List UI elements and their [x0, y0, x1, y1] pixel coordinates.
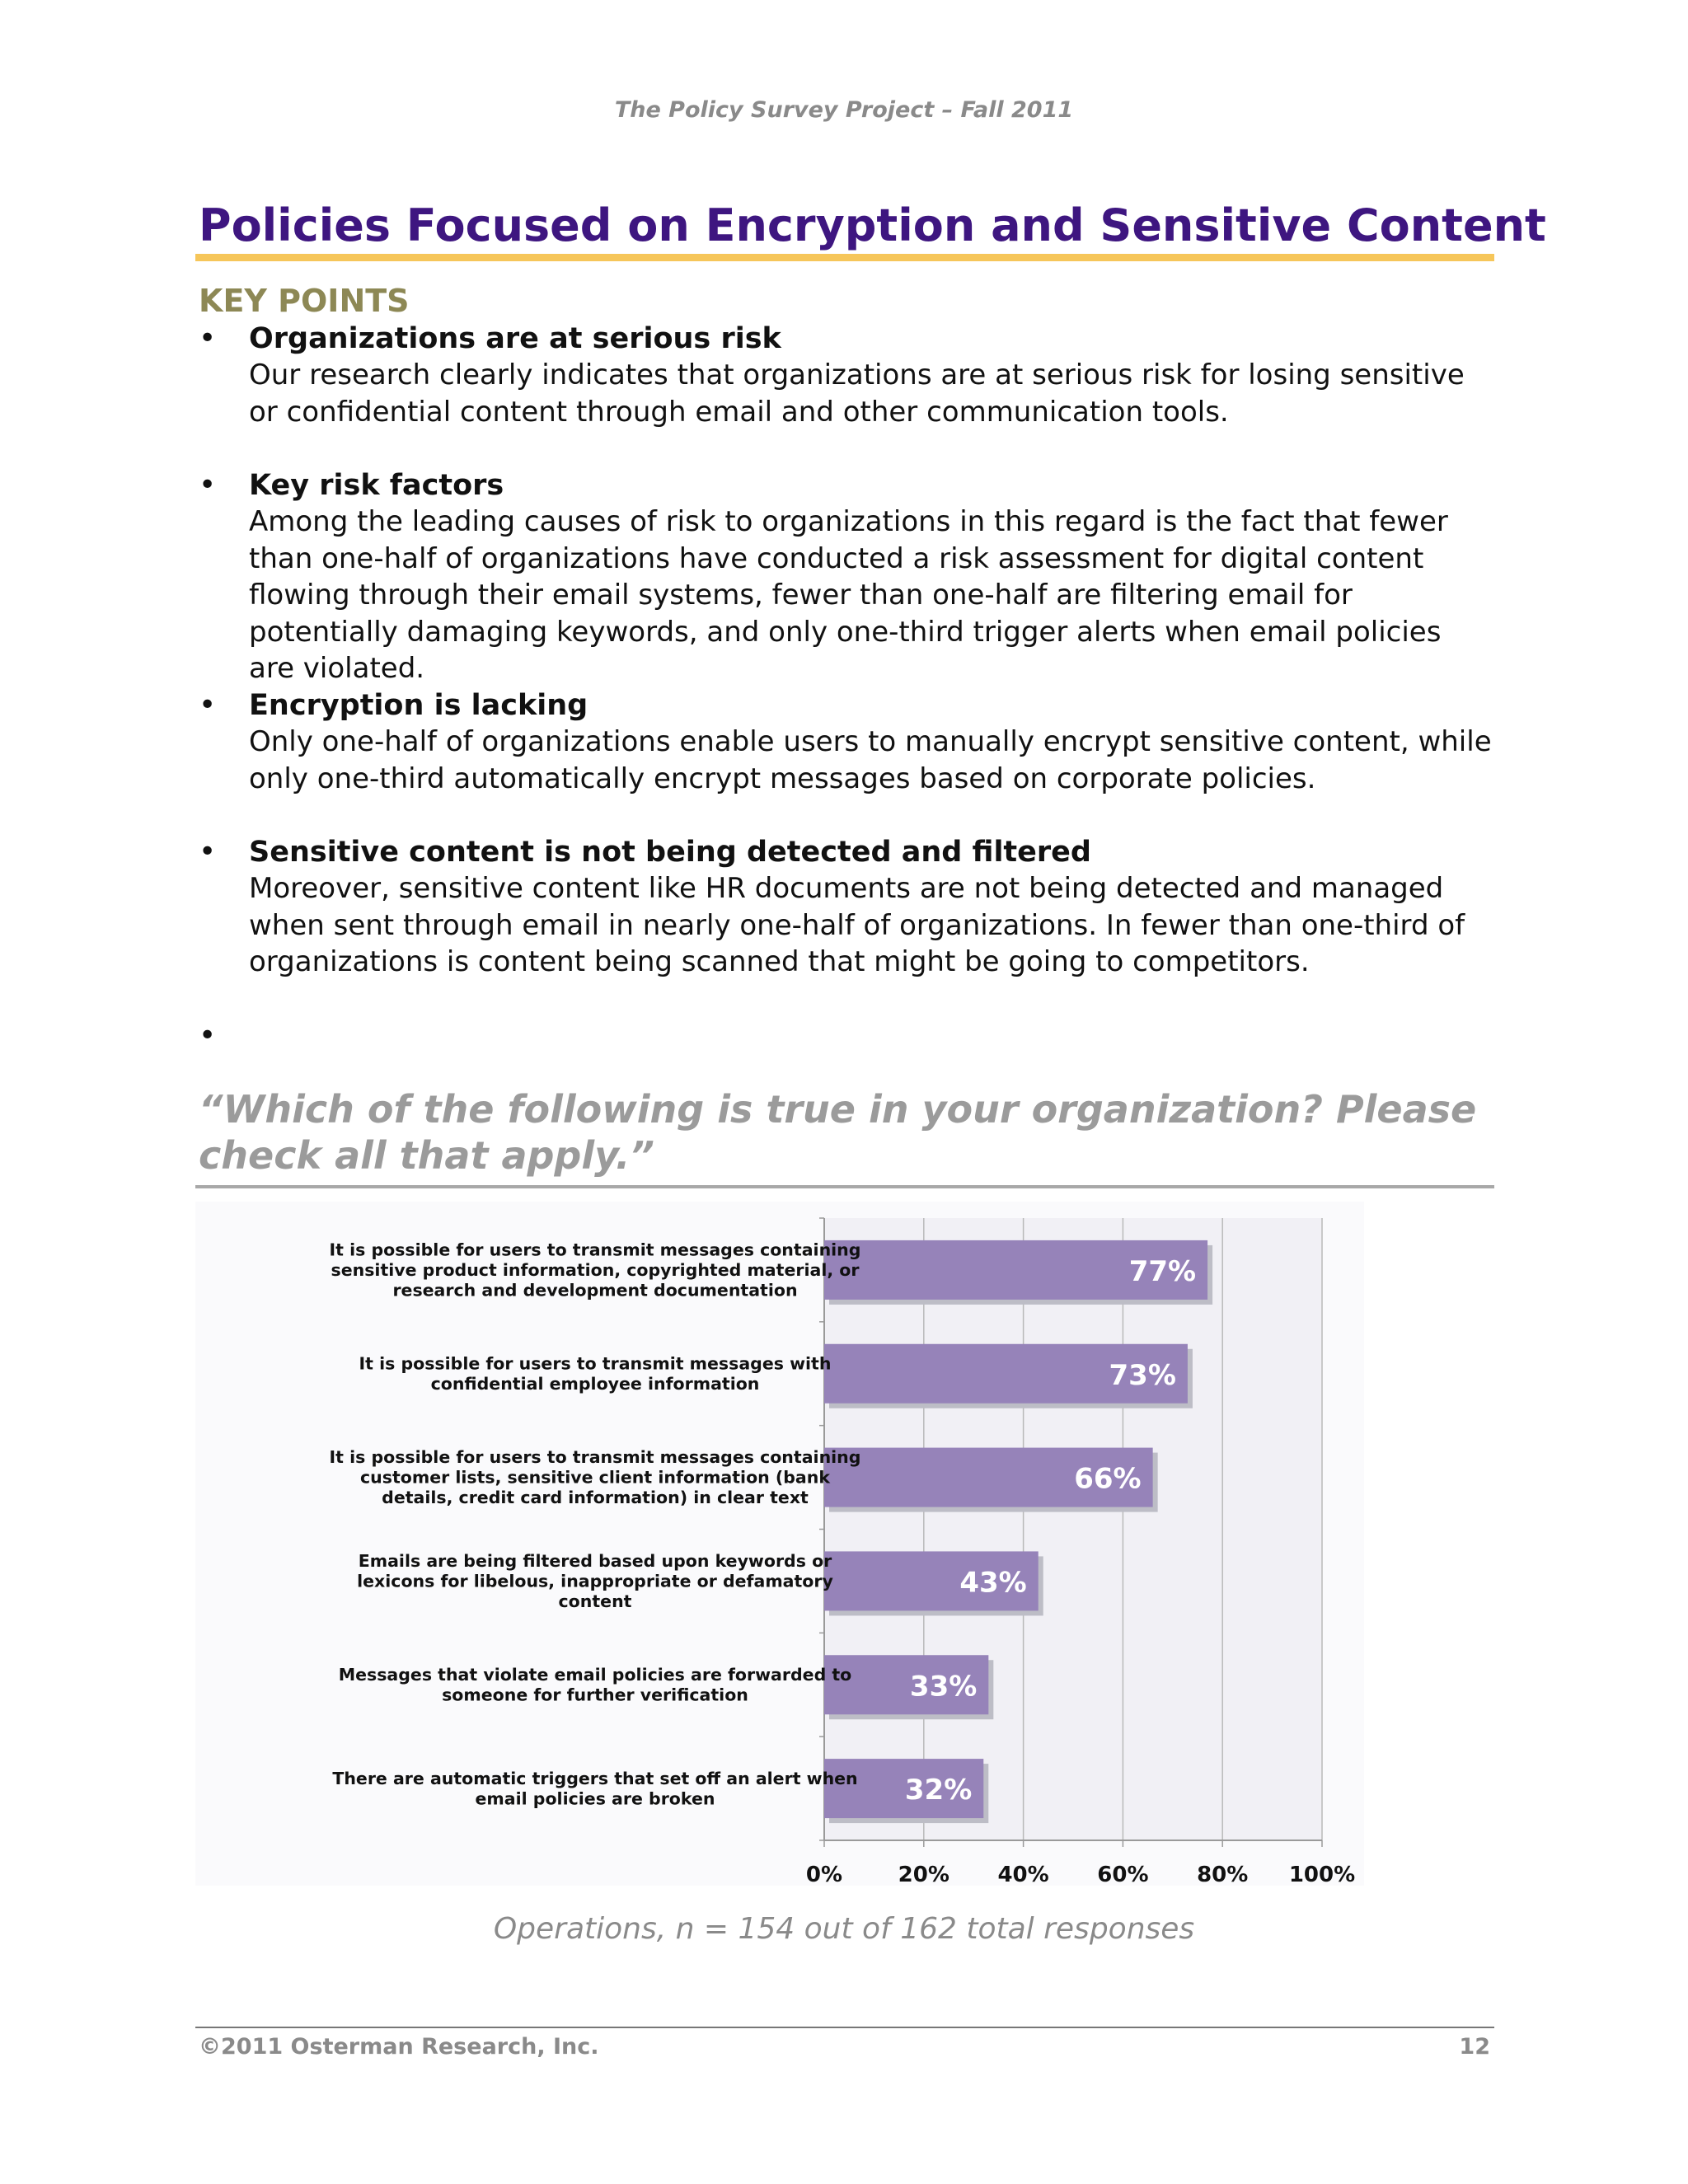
x-tick-label: 40%: [997, 1863, 1049, 1886]
section-title: Policies Focused on Encryption and Sensitive Content: [199, 199, 1546, 251]
category-label-line: sensitive product information, copyrighted material, or: [331, 1259, 860, 1280]
category-label: [357, 1551, 833, 1611]
bar-data-label: 77%: [1128, 1254, 1197, 1288]
category-label-line: Messages that violate email policies are forwarded to: [338, 1665, 852, 1685]
footer-copyright: ©2011 Osterman Research, Inc.: [199, 2034, 599, 2060]
footer-divider: [195, 2027, 1494, 2028]
survey-question: “Which of the following is true in your organization? Please check all that apply.”: [199, 1087, 1477, 1178]
bar-data-label: 32%: [904, 1774, 973, 1807]
chart-panel: [195, 1202, 1364, 1886]
key-point-item: [199, 321, 1493, 430]
category-label-line: research and development documentation: [392, 1280, 798, 1301]
category-label-line: lexicons for libelous, inappropriate or defamatory: [357, 1571, 833, 1591]
bar-data-label: 73%: [1109, 1358, 1176, 1392]
x-tick-label: 80%: [1197, 1863, 1249, 1886]
bullet-icon: •: [199, 835, 217, 869]
chart-caption: Operations, n = 154 out of 162 total responses: [493, 1912, 1195, 1946]
bullet-icon: •: [199, 468, 217, 502]
category-label-line: confidential employee information: [430, 1374, 760, 1394]
key-point-heading: Organizations are at serious risk: [249, 322, 781, 355]
key-point-heading: Key risk factors: [249, 469, 504, 502]
x-tick-label: 100%: [1288, 1863, 1356, 1886]
category-label-line: Emails are being filtered based upon keywords or: [358, 1550, 832, 1571]
category-label-line: It is possible for users to transmit messages with: [359, 1353, 832, 1374]
question-underline: [195, 1185, 1494, 1188]
title-underline: [195, 254, 1494, 261]
category-label-line: It is possible for users to transmit messages containing: [329, 1447, 861, 1468]
category-label-line: customer lists, sensitive client information (bank: [360, 1467, 830, 1488]
key-point-item: [199, 687, 1493, 797]
category-label: [339, 1665, 852, 1705]
category-label: [332, 1769, 857, 1809]
category-label-line: content: [558, 1591, 632, 1611]
category-label-line: details, credit card information) in clear text: [382, 1488, 809, 1508]
key-point-heading: Sensitive content is not being detected and filtered: [249, 836, 1091, 869]
category-label: [330, 1240, 861, 1300]
category-label-line: someone for further verification: [442, 1685, 748, 1705]
x-tick-label: 20%: [898, 1863, 950, 1886]
key-point-body: Among the leading causes of risk to organizations in this regard is the fact that fewer than one-half of organizations have conducted a risk assessment for digital content flowing through their email systems, fewer than one-half are filtering email for potentially damaging keywords, and only one-third trigger alerts when email policies are violated.: [249, 505, 1448, 685]
bar-data-label: 43%: [959, 1566, 1027, 1600]
category-label: [359, 1354, 832, 1394]
key-point-body: Only one-half of organizations enable users to manually encrypt sensitive content, while only one-third automatically encrypt messages based on corporate policies.: [249, 725, 1492, 795]
key-points-label: KEY POINTS: [199, 283, 410, 319]
bar-data-label: 66%: [1074, 1462, 1142, 1496]
key-point-body: Moreover, sensitive content like HR documents are not being detected and managed when sent through email in nearly one-half of organizations. In fewer than one-third of organizations is content being scanned that might be going to competitors.: [249, 872, 1465, 978]
report-header-title: The Policy Survey Project – Fall 2011: [614, 97, 1074, 123]
plot-area: [824, 1218, 1322, 1840]
bullet-icon: •: [199, 688, 217, 722]
key-point-body: Our research clearly indicates that organizations are at serious risk for losing sensitive or confidential content through email and other communication tools.: [249, 359, 1465, 429]
bar-chart: [195, 1202, 1364, 1886]
bullet-icon: •: [199, 321, 217, 355]
page-number: 12: [1459, 2034, 1490, 2060]
x-tick-label: 60%: [1097, 1863, 1149, 1886]
category-label-line: email policies are broken: [475, 1788, 715, 1809]
category-label: [330, 1447, 861, 1507]
empty-bullet-icon: •: [199, 1019, 217, 1052]
category-label-line: There are automatic triggers that set off an alert when: [332, 1768, 858, 1788]
key-point-heading: Encryption is lacking: [249, 689, 588, 722]
x-tick-label: 0%: [805, 1863, 843, 1886]
key-point-item: [199, 467, 1493, 687]
key-point-item: [199, 834, 1493, 981]
category-label-line: It is possible for users to transmit messages containing: [329, 1240, 861, 1260]
bar-data-label: 33%: [909, 1670, 978, 1704]
